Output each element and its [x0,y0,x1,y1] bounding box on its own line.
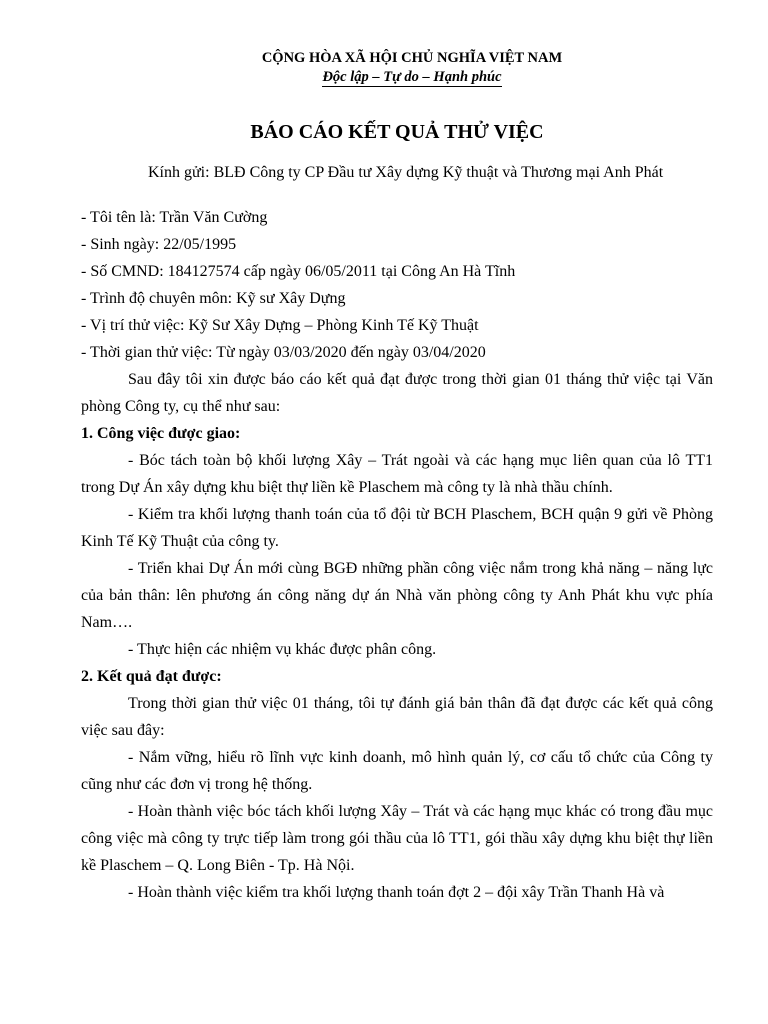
section-1-heading: 1. Công việc được giao: [81,425,241,442]
section-1-item: - Bóc tách toàn bộ khối lượng Xây – Trát ngoài và các hạng mục liên quan của lô TT1 trong Dự Án xây dựng khu biệt thự liền kề Plaschem mà công ty là nhà thầu chính. [81,452,713,496]
nation-header: CỘNG HÒA XÃ HỘI CHỦ NGHĨA VIỆT NAM [261,50,563,66]
info-id-card: - Số CMND: 184127574 cấp ngày 06/05/2011 tại Công An Hà Tĩnh [81,263,516,280]
section-2-item: - Hoàn thành việc bóc tách khối lượng Xây – Trát và các hạng mục khác có trong đầu mục công việc mà công ty trực tiếp làm trong gói thầu của lô TT1, gói thầu xây dựng khu biệt thự liền kề Plaschem – Q. Long Biên - Tp. Hà Nội. [81,803,713,874]
section-2-intro: Trong thời gian thử việc 01 tháng, tôi tự đánh giá bản thân đã đạt được các kết quả công việc sau đây: [81,695,713,739]
info-probation-period: - Thời gian thử việc: Từ ngày 03/03/2020 đến ngày 03/04/2020 [81,344,486,361]
motto-header [111,68,713,86]
info-position: - Vị trí thử việc: Kỹ Sư Xây Dựng – Phòng Kinh Tế Kỹ Thuật [81,317,479,334]
intro-paragraph: Sau đây tôi xin được báo cáo kết quả đạt được trong thời gian 01 tháng thử việc tại Văn phòng Công ty, cụ thể như sau: [81,371,713,415]
info-name: - Tôi tên là: Trần Văn Cường [81,209,268,226]
info-qualification: - Trình độ chuyên môn: Kỹ sư Xây Dựng [81,290,346,307]
info-birthdate: - Sinh ngày: 22/05/1995 [81,236,237,253]
motto-text: Độc lập – Tự do – Hạnh phúc [322,69,502,85]
section-1-item: - Kiểm tra khối lượng thanh toán của tổ đội từ BCH Plaschem, BCH quận 9 gửi về Phòng Kinh Tế Kỹ Thuật của công ty. [81,506,713,550]
recipient-line: Kính gửi: BLĐ Công ty CP Đầu tư Xây dựng Kỹ thuật và Thương mại Anh Phát [148,164,664,181]
document-page [81,48,713,906]
document-title: BÁO CÁO KẾT QUẢ THỬ VIỆC [250,121,544,143]
section-2-item: - Hoàn thành việc kiểm tra khối lượng thanh toán đợt 2 – đội xây Trần Thanh Hà và [128,884,665,901]
section-1-item: - Thực hiện các nhiệm vụ khác được phân công. [128,641,437,658]
section-2-item: - Nắm vững, hiểu rõ lĩnh vực kinh doanh, mô hình quản lý, cơ cấu tổ chức của Công ty cũng như các đơn vị trong hệ thống. [81,749,713,793]
personal-info-list [81,204,713,366]
section-1-item: - Triển khai Dự Án mới cùng BGĐ những phần công việc nắm trong khả năng – năng lực của bản thân: lên phương án công năng dự án Nhà văn phòng công ty Anh Phát khu vực phía Nam…. [81,560,713,631]
section-2-heading: 2. Kết quả đạt được: [81,668,222,685]
